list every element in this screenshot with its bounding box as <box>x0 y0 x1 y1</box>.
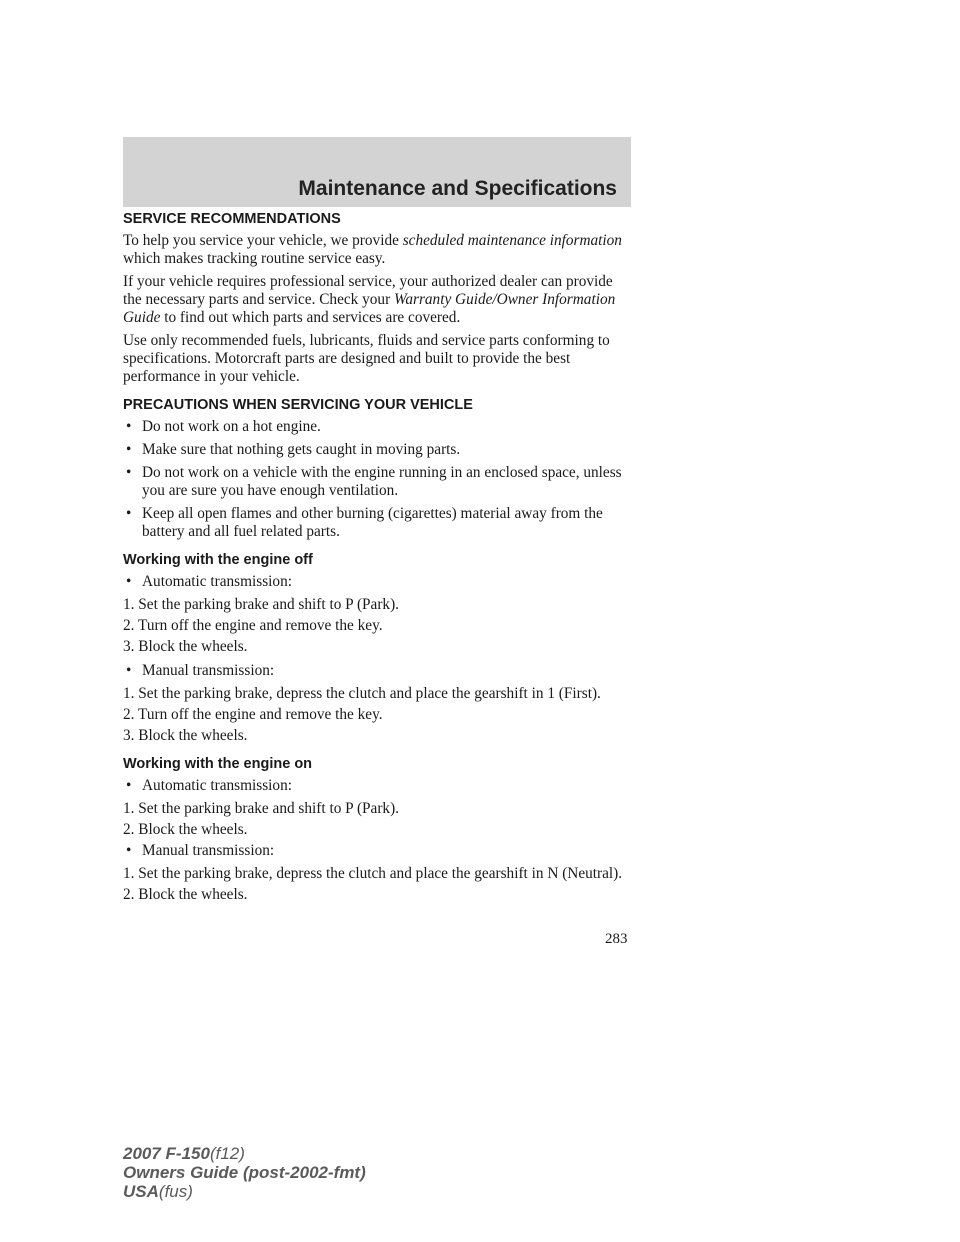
footer-line-model: 2007 F-150(f12) <box>123 1144 245 1163</box>
document-footer <box>123 1144 366 1201</box>
bullet-glyph: • <box>126 441 132 458</box>
bullet-item: • Keep all open flames and other burning (cigarettes) material away from the battery and all fuel related parts. <box>126 505 603 540</box>
paragraph-recommended-parts: Use only recommended fuels, lubricants, fluids and service parts conforming to specifications. Motorcraft parts are designed and built to provide the best performance in your vehicle. <box>123 332 610 385</box>
section-header-band <box>123 137 631 207</box>
footer-line-market: USA(fus) <box>123 1182 193 1201</box>
heading-service-recommendations: SERVICE RECOMMENDATIONS <box>123 211 341 227</box>
footer-line-guide: Owners Guide (post-2002-fmt) <box>123 1163 366 1182</box>
bullet-item: • Automatic transmission: <box>126 573 292 590</box>
bullet-glyph: • <box>126 662 132 679</box>
bullet-glyph: • <box>126 418 132 435</box>
bullet-item: • Manual transmission: <box>126 662 275 679</box>
step-item: 2. Block the wheels. <box>123 821 248 838</box>
page-content <box>123 210 633 907</box>
bullet-glyph: • <box>126 573 132 590</box>
step-item: 2. Turn off the engine and remove the key. <box>123 706 383 723</box>
paragraph-service-intro: To help you service your vehicle, we provide scheduled maintenance information which makes tracking routine service easy. <box>123 232 622 267</box>
bullet-item: • Do not work on a vehicle with the engine running in an enclosed space, unless you are sure you have enough ventilation. <box>126 464 622 499</box>
bullet-glyph: • <box>126 505 132 522</box>
bullet-glyph: • <box>126 842 132 859</box>
step-item: 1. Set the parking brake, depress the clutch and place the gearshift in 1 (First). <box>123 685 601 702</box>
step-item: 1. Set the parking brake and shift to P (Park). <box>123 596 399 613</box>
bullet-item: • Make sure that nothing gets caught in moving parts. <box>126 441 461 458</box>
bullet-item: • Do not work on a hot engine. <box>126 418 321 435</box>
heading-precautions: PRECAUTIONS WHEN SERVICING YOUR VEHICLE <box>123 397 473 413</box>
heading-engine-off: Working with the engine off <box>123 552 313 568</box>
bullet-glyph: • <box>126 777 132 794</box>
heading-engine-on: Working with the engine on <box>123 756 313 772</box>
bullet-glyph: • <box>126 464 132 481</box>
step-item: 2. Turn off the engine and remove the key. <box>123 617 383 634</box>
step-item: 1. Set the parking brake and shift to P (Park). <box>123 800 399 817</box>
bullet-item: • Automatic transmission: <box>126 777 292 794</box>
step-item: 2. Block the wheels. <box>123 886 248 903</box>
paragraph-professional-service: If your vehicle requires professional service, your authorized dealer can provide the necessary parts and service. Check your Warranty Guide/Owner Information Guide to find out which parts and services are covered. <box>123 273 616 326</box>
ref-warranty-guide: Warranty Guide/Owner Information Guide <box>123 291 616 326</box>
step-item: 3. Block the wheels. <box>123 638 248 655</box>
page-number: 283 <box>605 931 628 947</box>
step-item: 1. Set the parking brake, depress the clutch and place the gearshift in N (Neutral). <box>123 865 623 882</box>
step-item: 3. Block the wheels. <box>123 727 248 744</box>
link-scheduled-maintenance: scheduled maintenance information <box>402 232 622 249</box>
section-title: Maintenance and Specifications <box>298 177 617 200</box>
bullet-item: • Manual transmission: <box>126 842 275 859</box>
